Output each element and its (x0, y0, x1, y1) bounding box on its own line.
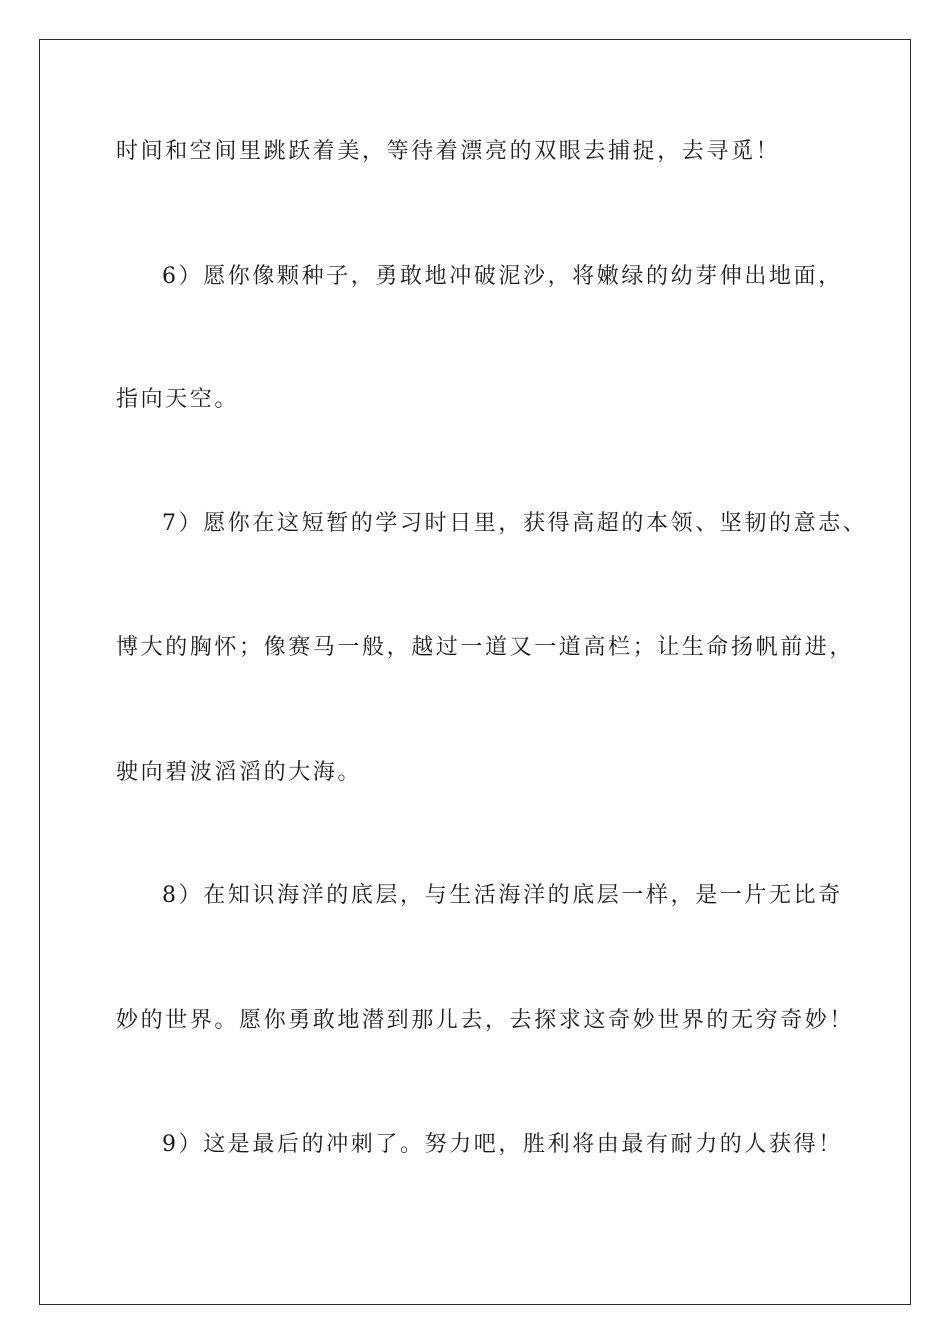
text-line-item-7-cont-2: 驶向碧波滔滔的大海。 (116, 760, 363, 785)
text-line-item-8: 8）在知识海洋的底层，与生活海洋的底层一样，是一片无比奇 (162, 883, 843, 908)
text-line-item-8-cont: 妙的世界。愿你勇敢地潜到那儿去，去探求这奇妙世界的无穷奇妙！ (116, 1008, 855, 1033)
text-line-item-6: 6）愿你像颗种子，勇敢地冲破泥沙，将嫩绿的幼芽伸出地面， (162, 264, 843, 289)
text-line-continuation: 时间和空间里跳跃着美，等待着漂亮的双眼去捕捉，去寻觅！ (116, 139, 781, 164)
text-line-item-7: 7）愿你在这短暂的学习时日里，获得高超的本领、坚韧的意志、 (162, 511, 868, 536)
page-border (39, 39, 911, 1305)
text-line-item-9: 9）这是最后的冲刺了。努力吧，胜利将由最有耐力的人获得！ (162, 1132, 843, 1157)
text-line-item-6-cont: 指向天空。 (116, 387, 240, 412)
text-line-item-7-cont-1: 博大的胸怀；像赛马一般，越过一道又一道高栏；让生命扬帆前进， (116, 635, 855, 660)
